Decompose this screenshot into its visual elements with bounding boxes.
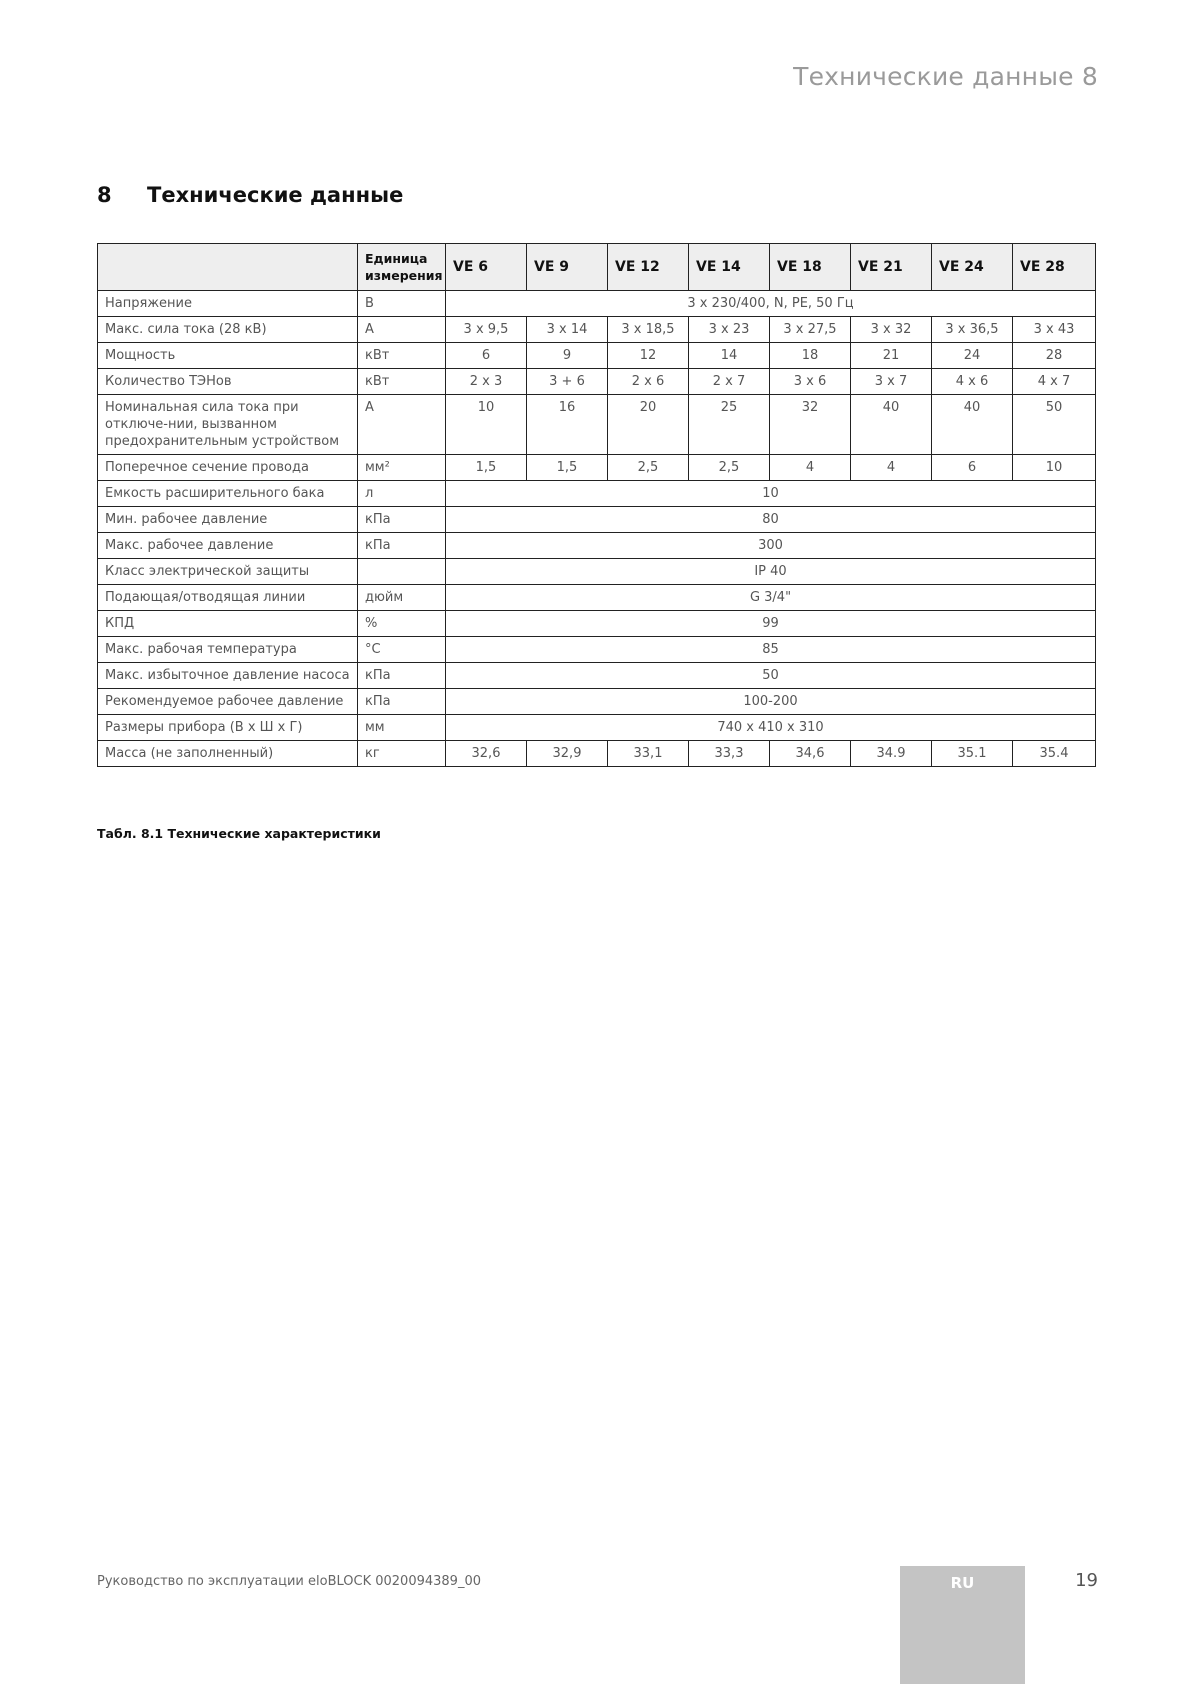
table-body — [98, 291, 1096, 767]
param-cell: Рекомендуемое рабочее давление — [98, 689, 358, 715]
table-row — [98, 395, 1096, 455]
value-cell: 1,5 — [446, 455, 527, 481]
table-row — [98, 637, 1096, 663]
table-row — [98, 663, 1096, 689]
value-cell: 35.4 — [1013, 741, 1096, 767]
value-cell: 32,6 — [446, 741, 527, 767]
value-cell-span: 740 x 410 x 310 — [446, 715, 1096, 741]
page-number: 19 — [1075, 1570, 1098, 1591]
value-cell: 2 x 3 — [446, 369, 527, 395]
table-row — [98, 533, 1096, 559]
value-cell: 34,6 — [770, 741, 851, 767]
param-cell: Макс. сила тока (28 кВ) — [98, 317, 358, 343]
value-cell: 33,1 — [608, 741, 689, 767]
footer-document-title: Руководство по эксплуатации eloBLOCK 0020094389_00 — [97, 1574, 481, 1589]
value-cell: 28 — [1013, 343, 1096, 369]
header-model: VE 21 — [851, 244, 932, 291]
value-cell: 14 — [689, 343, 770, 369]
value-cell-span: G 3/4" — [446, 585, 1096, 611]
table-row — [98, 715, 1096, 741]
table-row — [98, 317, 1096, 343]
table-row — [98, 689, 1096, 715]
table-header-row — [98, 244, 1096, 291]
header-model: VE 9 — [527, 244, 608, 291]
header-model: VE 6 — [446, 244, 527, 291]
value-cell: 12 — [608, 343, 689, 369]
value-cell-span: 100-200 — [446, 689, 1096, 715]
unit-cell — [358, 559, 446, 585]
value-cell: 3 x 36,5 — [932, 317, 1013, 343]
unit-header-line2: измерения — [365, 268, 443, 283]
value-cell: 25 — [689, 395, 770, 455]
value-cell: 2 x 7 — [689, 369, 770, 395]
value-cell: 3 x 6 — [770, 369, 851, 395]
param-cell: Мощность — [98, 343, 358, 369]
value-cell-span: 85 — [446, 637, 1096, 663]
value-cell: 4 x 7 — [1013, 369, 1096, 395]
value-cell: 3 x 7 — [851, 369, 932, 395]
value-cell: 35.1 — [932, 741, 1013, 767]
table-row — [98, 291, 1096, 317]
value-cell-span: IP 40 — [446, 559, 1096, 585]
value-cell: 50 — [1013, 395, 1096, 455]
value-cell: 9 — [527, 343, 608, 369]
running-head: Технические данные 8 — [793, 62, 1098, 91]
unit-cell: кг — [358, 741, 446, 767]
table-row — [98, 343, 1096, 369]
value-cell: 40 — [932, 395, 1013, 455]
value-cell: 3 x 18,5 — [608, 317, 689, 343]
param-cell: Мин. рабочее давление — [98, 507, 358, 533]
value-cell: 6 — [446, 343, 527, 369]
unit-cell: кПа — [358, 663, 446, 689]
unit-cell: °C — [358, 637, 446, 663]
value-cell-span: 3 x 230/400, N, PE, 50 Гц — [446, 291, 1096, 317]
value-cell: 33,3 — [689, 741, 770, 767]
unit-cell: В — [358, 291, 446, 317]
value-cell: 3 x 9,5 — [446, 317, 527, 343]
value-cell: 32,9 — [527, 741, 608, 767]
value-cell: 4 — [770, 455, 851, 481]
value-cell: 24 — [932, 343, 1013, 369]
header-model: VE 28 — [1013, 244, 1096, 291]
value-cell: 40 — [851, 395, 932, 455]
value-cell: 3 x 14 — [527, 317, 608, 343]
unit-cell: А — [358, 317, 446, 343]
table-row — [98, 481, 1096, 507]
table-row — [98, 507, 1096, 533]
param-cell: Макс. рабочее давление — [98, 533, 358, 559]
table-row — [98, 369, 1096, 395]
unit-cell: кПа — [358, 689, 446, 715]
unit-cell: мм² — [358, 455, 446, 481]
technical-data-table — [97, 243, 1096, 767]
value-cell: 2,5 — [608, 455, 689, 481]
unit-cell: кВт — [358, 343, 446, 369]
value-cell: 18 — [770, 343, 851, 369]
param-cell: Подающая/отводящая линии — [98, 585, 358, 611]
section-number: 8 — [97, 183, 112, 207]
section-title: Технические данные — [147, 183, 404, 207]
value-cell: 32 — [770, 395, 851, 455]
unit-cell: А — [358, 395, 446, 455]
value-cell-span: 50 — [446, 663, 1096, 689]
table-caption: Табл. 8.1 Технические характеристики — [97, 826, 381, 841]
value-cell-span: 99 — [446, 611, 1096, 637]
unit-cell: л — [358, 481, 446, 507]
unit-header-line1: Единица — [365, 251, 428, 266]
value-cell: 34.9 — [851, 741, 932, 767]
value-cell: 3 x 32 — [851, 317, 932, 343]
unit-cell: дюйм — [358, 585, 446, 611]
value-cell: 20 — [608, 395, 689, 455]
table-row — [98, 611, 1096, 637]
value-cell: 2,5 — [689, 455, 770, 481]
language-tab: RU — [900, 1566, 1025, 1684]
param-cell: Макс. рабочая температура — [98, 637, 358, 663]
param-cell: Поперечное сечение провода — [98, 455, 358, 481]
header-unit-cell — [358, 244, 446, 291]
value-cell-span: 10 — [446, 481, 1096, 507]
unit-cell: кПа — [358, 533, 446, 559]
unit-cell: кВт — [358, 369, 446, 395]
header-param-cell — [98, 244, 358, 291]
param-cell: Емкость расширительного бака — [98, 481, 358, 507]
table-row — [98, 585, 1096, 611]
value-cell-span: 80 — [446, 507, 1096, 533]
param-cell: Размеры прибора (В x Ш x Г) — [98, 715, 358, 741]
header-model: VE 24 — [932, 244, 1013, 291]
unit-cell: % — [358, 611, 446, 637]
param-cell: Макс. избыточное давление насоса — [98, 663, 358, 689]
header-model: VE 18 — [770, 244, 851, 291]
value-cell: 3 x 23 — [689, 317, 770, 343]
value-cell: 10 — [446, 395, 527, 455]
value-cell: 16 — [527, 395, 608, 455]
table-row — [98, 559, 1096, 585]
value-cell: 2 x 6 — [608, 369, 689, 395]
section-heading — [97, 183, 403, 207]
value-cell: 21 — [851, 343, 932, 369]
value-cell: 6 — [932, 455, 1013, 481]
unit-cell: кПа — [358, 507, 446, 533]
value-cell: 3 + 6 — [527, 369, 608, 395]
value-cell: 10 — [1013, 455, 1096, 481]
unit-cell: мм — [358, 715, 446, 741]
value-cell: 1,5 — [527, 455, 608, 481]
value-cell: 4 x 6 — [932, 369, 1013, 395]
param-cell: КПД — [98, 611, 358, 637]
value-cell: 3 x 43 — [1013, 317, 1096, 343]
value-cell: 4 — [851, 455, 932, 481]
value-cell: 3 x 27,5 — [770, 317, 851, 343]
param-cell: Масса (не заполненный) — [98, 741, 358, 767]
table-row — [98, 455, 1096, 481]
param-cell: Номинальная сила тока при отключе-нии, вызванном предохранительным устройством — [98, 395, 358, 455]
value-cell-span: 300 — [446, 533, 1096, 559]
header-model: VE 12 — [608, 244, 689, 291]
param-cell: Количество ТЭНов — [98, 369, 358, 395]
header-model: VE 14 — [689, 244, 770, 291]
param-cell: Напряжение — [98, 291, 358, 317]
param-cell: Класс электрической защиты — [98, 559, 358, 585]
table-row — [98, 741, 1096, 767]
